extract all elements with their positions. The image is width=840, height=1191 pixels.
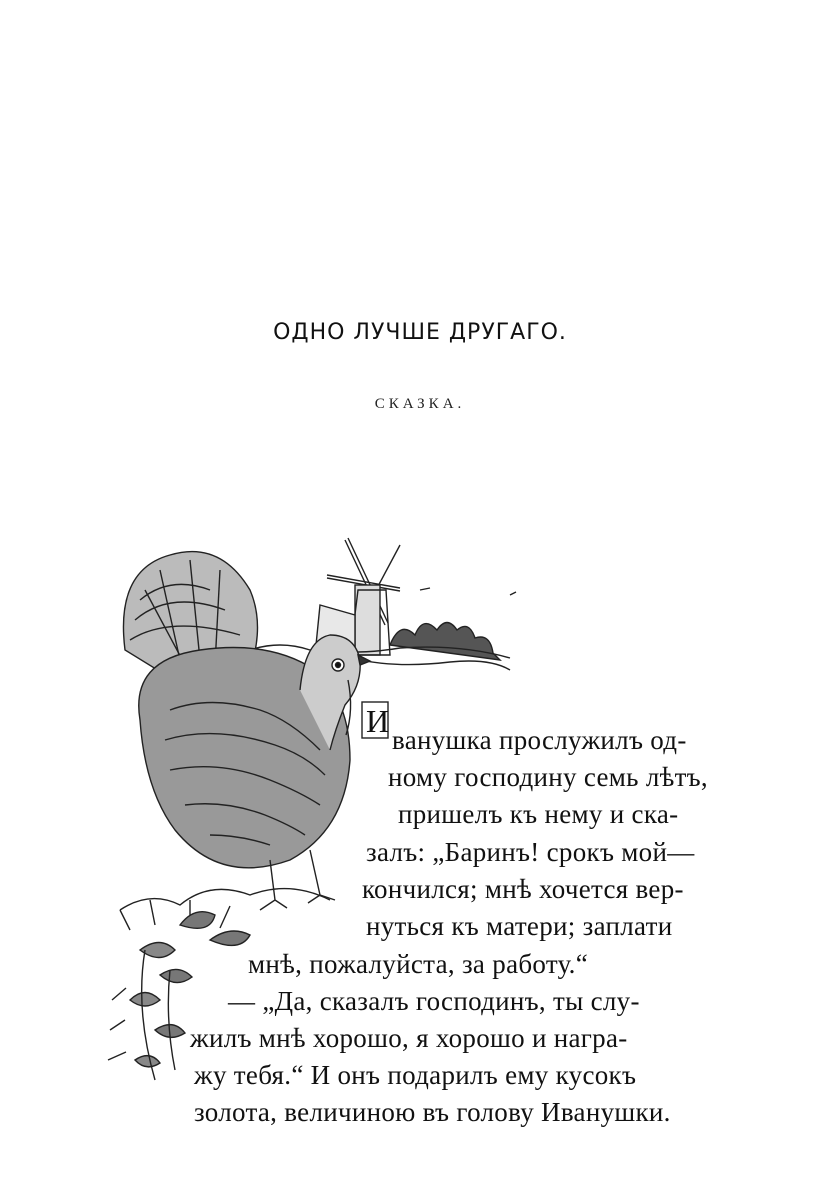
text-line: ванушка прослужилъ од- (392, 725, 687, 755)
story-subtitle: СКАЗКА. (374, 396, 466, 412)
text-line: ному господину семь лѣтъ, (388, 762, 708, 792)
story-title: ОДНО ЛУЧШЕ ДРУГАГО. (273, 320, 567, 345)
text-line: мнѣ, пожалуйста, за работу.“ (248, 949, 589, 979)
text-line: — „Да, сказалъ господинъ, ты слу- (228, 986, 640, 1016)
text-line: жилъ мнѣ хорошо, я хорошо и награ- (190, 1023, 628, 1053)
text-line: залъ: „Баринъ! срокъ мой— (366, 837, 695, 867)
text-line: пришелъ къ нему и ска- (398, 799, 679, 829)
turkey-body (139, 635, 370, 910)
text-line: жу тебя.“ И онъ подарилъ ему кусокъ (194, 1060, 637, 1090)
text-line: кончился; мнѣ хочется вер- (362, 874, 684, 904)
text-line: золота, величиною въ голову Иванушки. (194, 1097, 671, 1127)
drop-cap: И (366, 703, 390, 739)
text-line: нуться къ матери; заплати (366, 911, 673, 941)
